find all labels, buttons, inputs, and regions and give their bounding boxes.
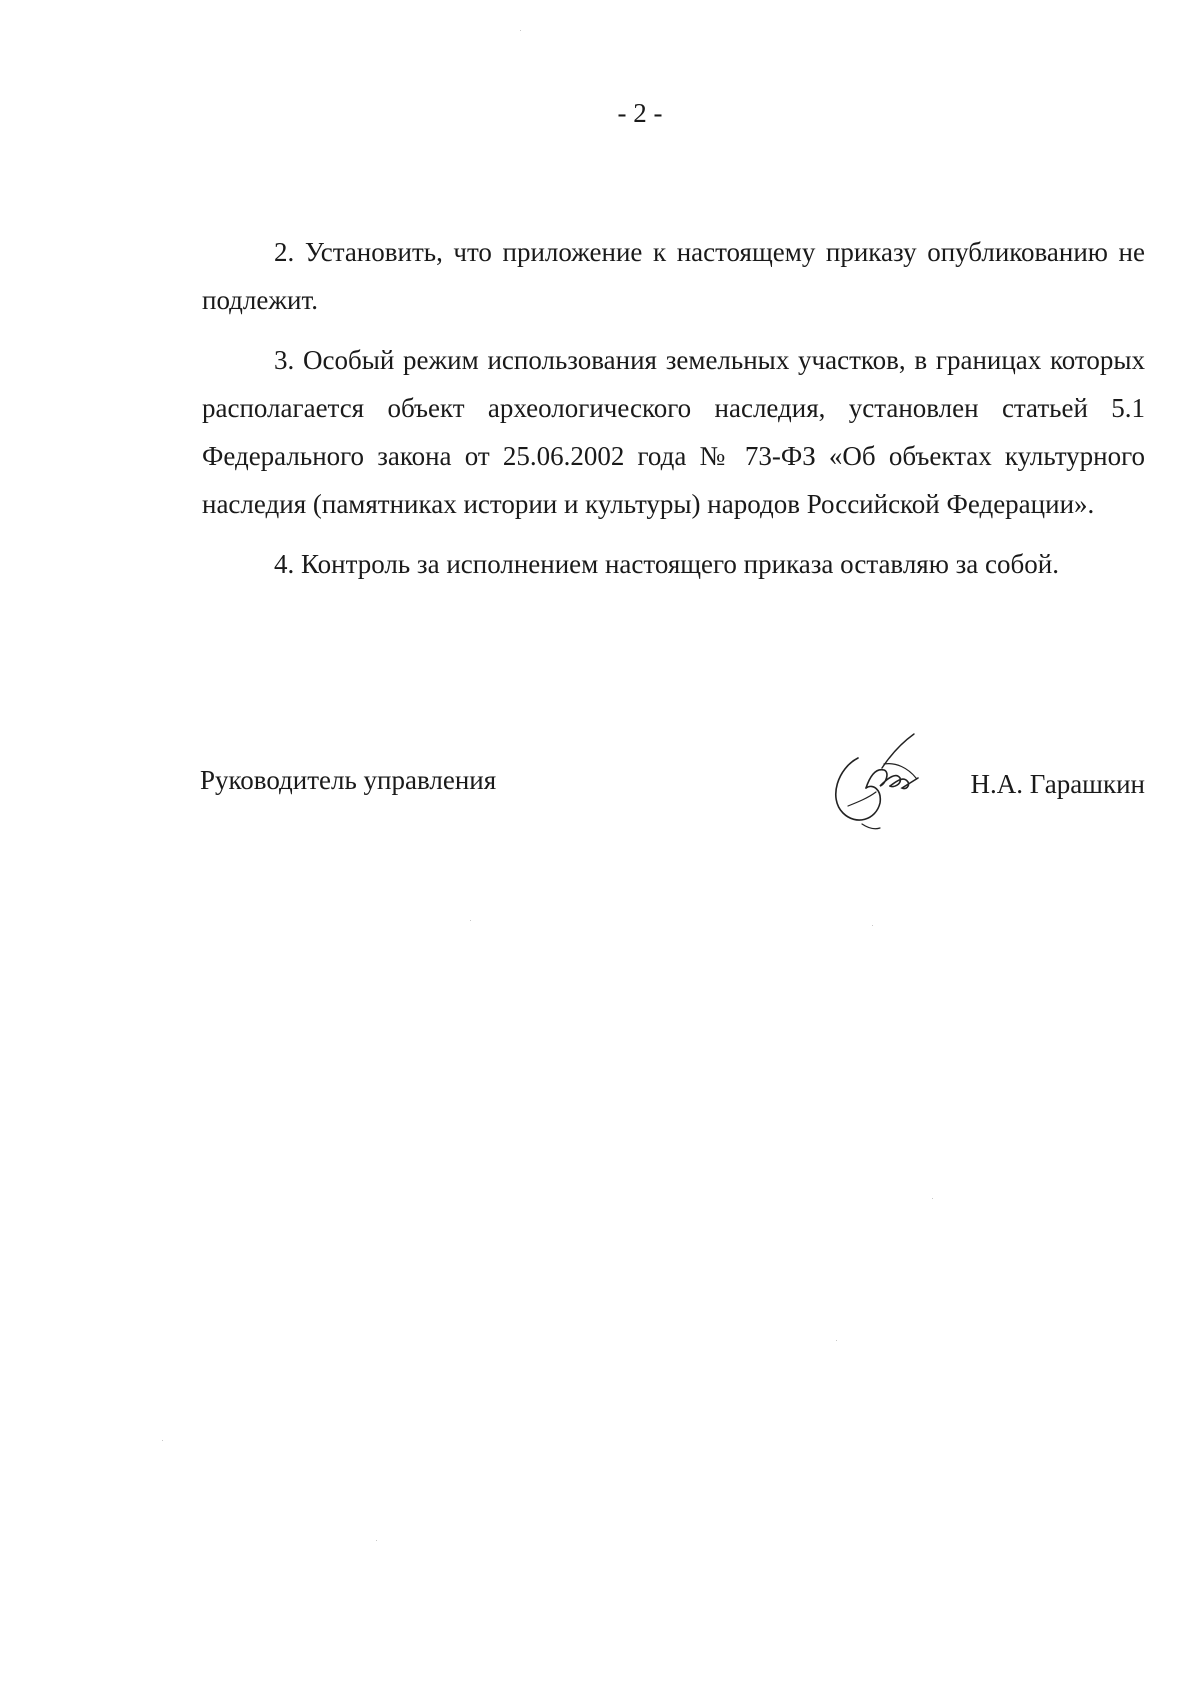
scan-speck [932, 1198, 933, 1199]
scan-speck [836, 1340, 837, 1341]
page-number: - 2 - [617, 98, 663, 128]
scan-speck [872, 925, 873, 926]
document-body [202, 228, 1145, 600]
scan-speck [520, 30, 521, 31]
scan-speck [376, 1540, 377, 1541]
signatory-name: Н.А. Гарашкин [970, 769, 1145, 799]
signatory-title: Руководитель управления [200, 765, 497, 795]
handwritten-signature [818, 728, 930, 838]
paragraph-2: 2. Установить, что приложение к настоящему приказу опубликованию не подлежит. [202, 237, 1145, 315]
paragraph-3: 3. Особый режим использования земельных участков, в границах которых располагается объект археологического наследия, установлен статьей 5.1 Федерального закона от 25.06.2002 года № 73-ФЗ «Об объектах культурного наследия (памятниках истории и культуры) народов Российской Федерации». [202, 345, 1145, 519]
scan-speck [470, 920, 471, 921]
scan-speck [162, 1440, 163, 1441]
paragraph-4: 4. Контроль за исполнением настоящего приказа оставляю за собой. [274, 549, 1059, 579]
signature-block [200, 752, 1145, 862]
